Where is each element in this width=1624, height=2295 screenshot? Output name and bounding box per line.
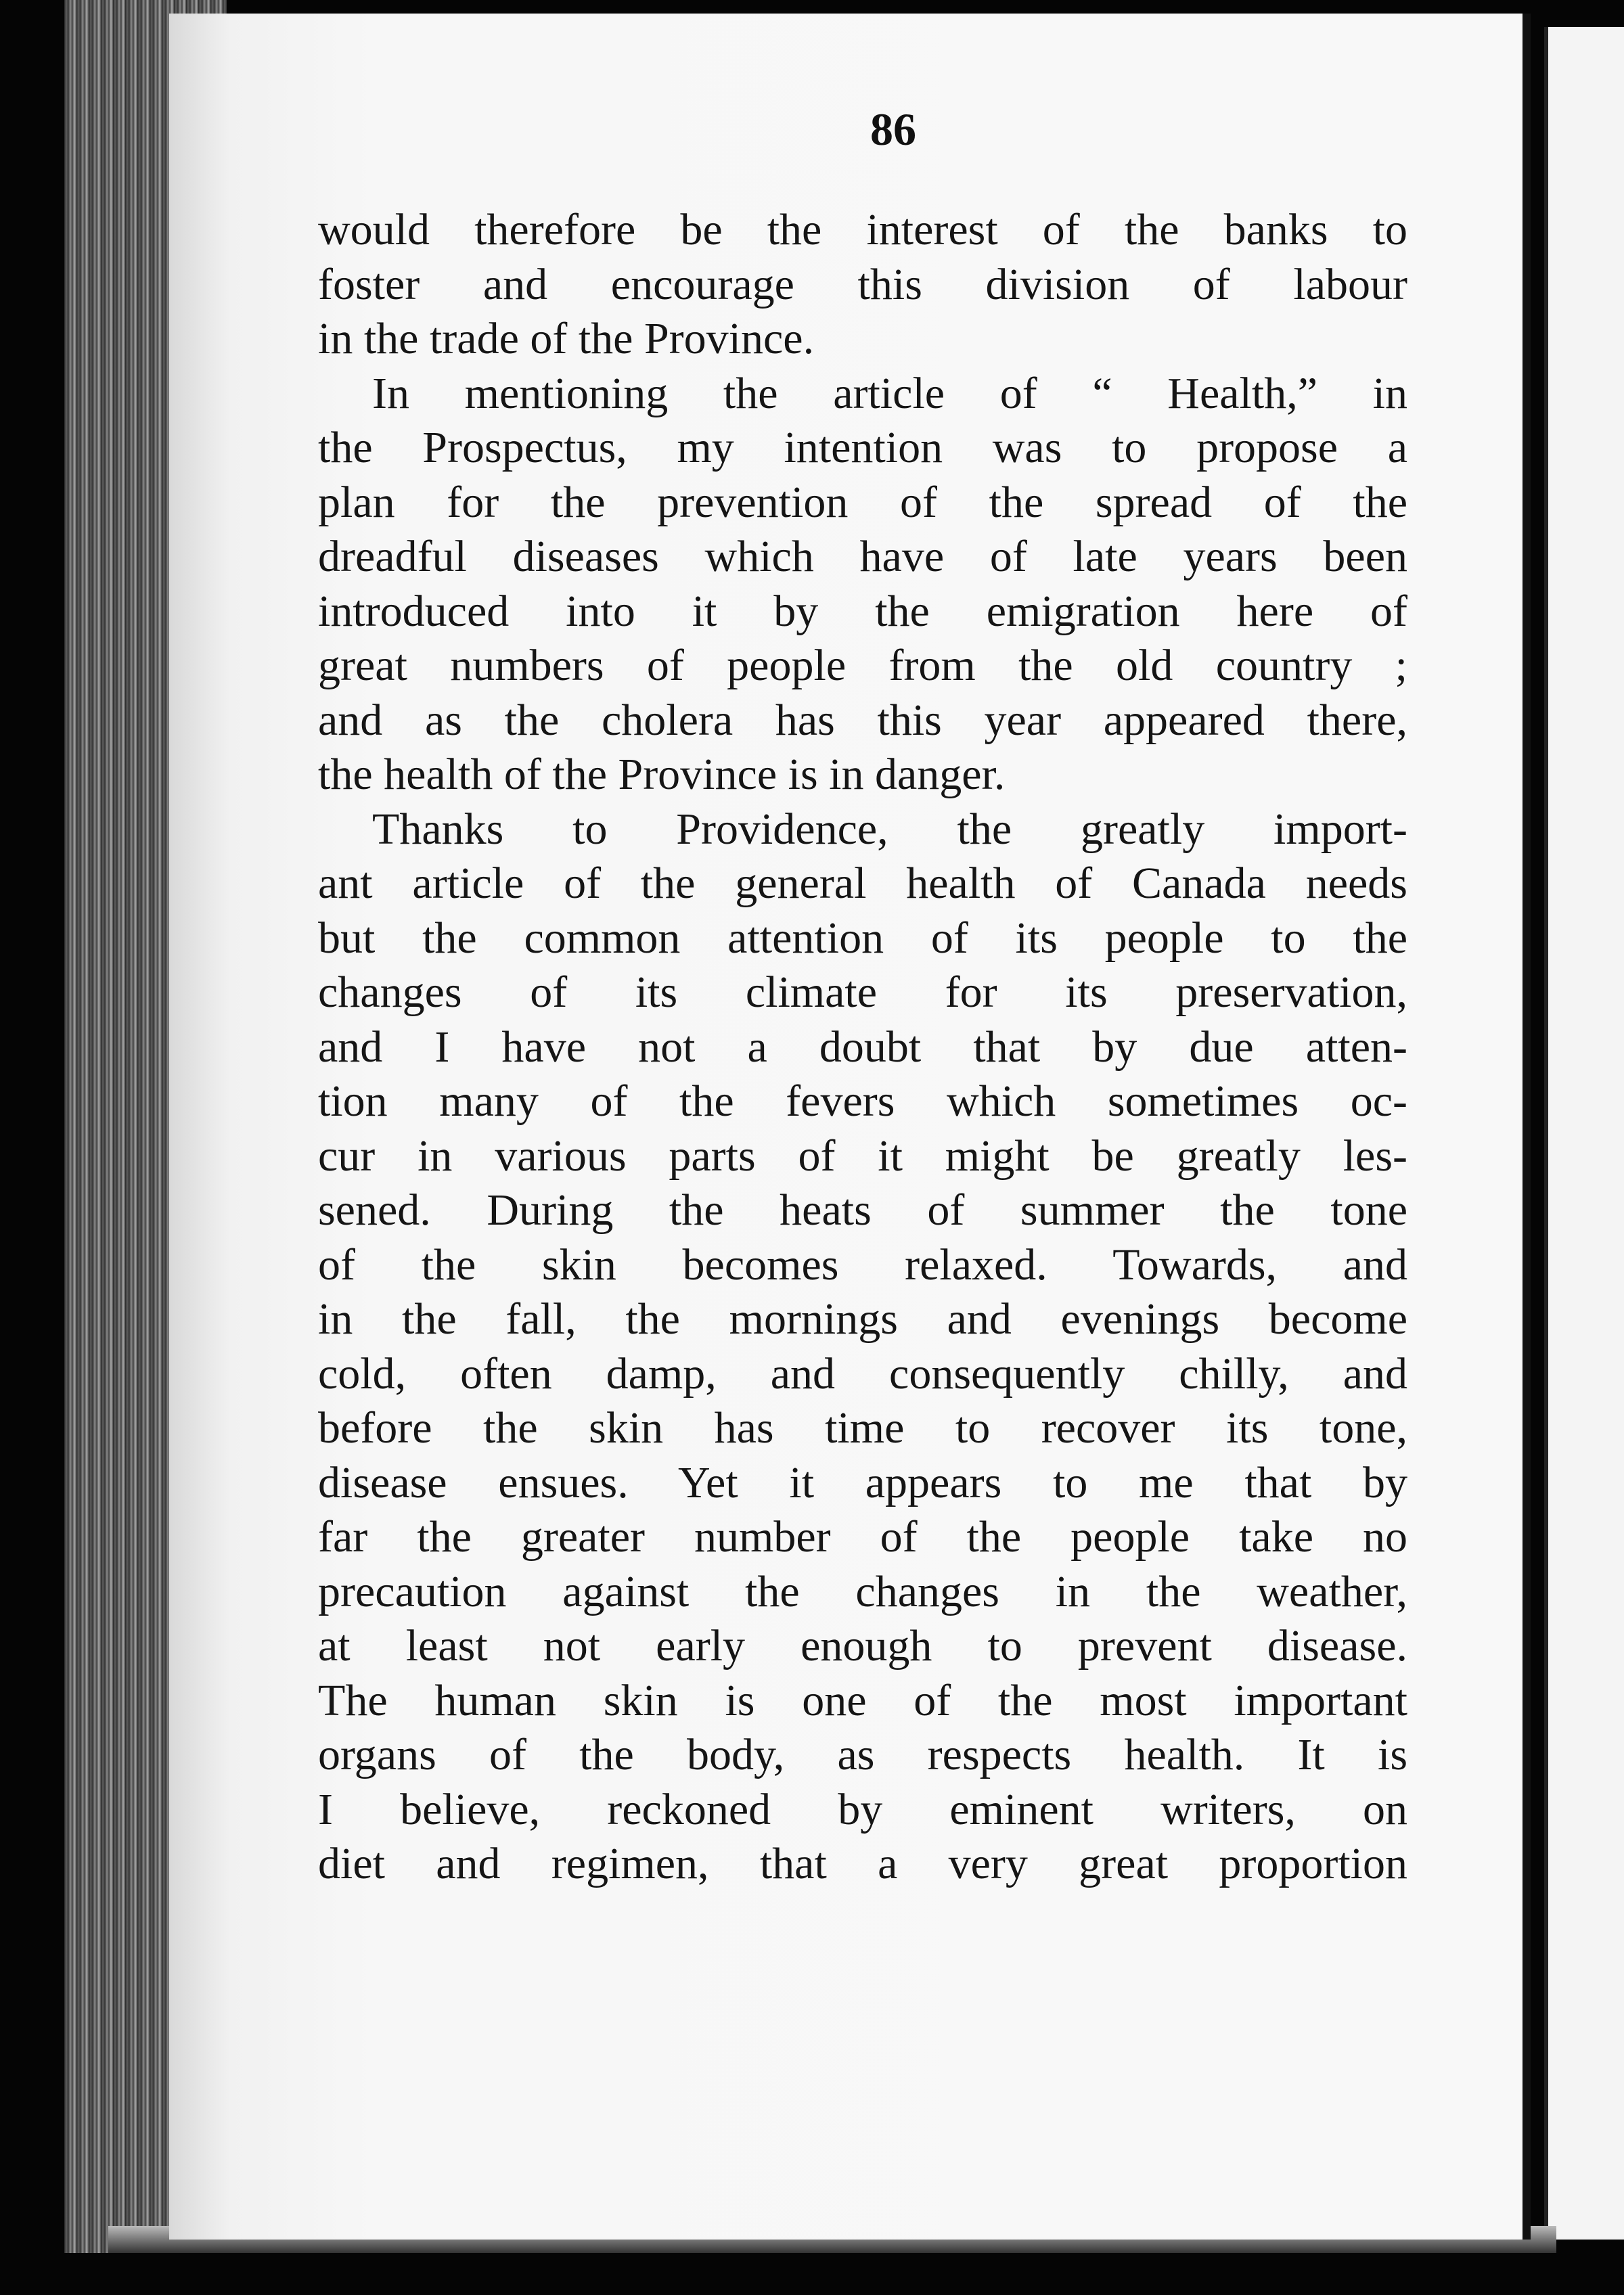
text-line: and as the cholera has this year appeared there, — [318, 695, 1407, 745]
text-line: Thanks to Providence, the greatly import- — [372, 804, 1407, 854]
text-line: would therefore be the interest of the banks to — [318, 205, 1407, 254]
text-line: ant article of the general health of Canada needs — [318, 859, 1407, 908]
text-line: cold, often damp, and consequently chilly, and — [318, 1348, 1407, 1399]
page-number: 86 — [870, 104, 916, 155]
text-line: the Prospectus, my intention was to propose a — [318, 423, 1407, 472]
text-line: dreadful diseases which have of late years been — [318, 532, 1407, 581]
paragraph-1 — [318, 203, 1407, 367]
text-line: The human skin is one of the most important — [318, 1675, 1407, 1725]
text-line: of the skin becomes relaxed. Towards, and — [318, 1240, 1407, 1290]
text-line: but the common attention of its people to the — [318, 913, 1407, 963]
body-text — [318, 203, 1407, 1892]
text-line: in the trade of the Province. — [318, 314, 815, 363]
text-line: disease ensues. Yet it appears to me that by — [318, 1457, 1407, 1507]
text-line: plan for the prevention of the spread of the — [318, 477, 1407, 527]
text-line: precaution against the changes in the weather, — [318, 1566, 1407, 1616]
text-line: in the fall, the mornings and evenings become — [318, 1294, 1407, 1344]
text-line: far the greater number of the people take no — [318, 1512, 1407, 1562]
text-line: at least not early enough to prevent disease. — [318, 1621, 1407, 1671]
text-line: diet and regimen, that a very great proportion — [318, 1839, 1407, 1888]
text-line: In mentioning the article of “ Health,” in — [372, 368, 1407, 418]
text-line: tion many of the fevers which sometimes oc- — [318, 1076, 1407, 1126]
text-line: I believe, reckoned by eminent writers, on — [318, 1784, 1407, 1834]
text-line: foster and encourage this division of labour — [318, 259, 1407, 309]
text-line: great numbers of people from the old country ; — [318, 641, 1407, 690]
text-line: the health of the Province is in danger. — [318, 750, 1006, 799]
adjacent-page-edge — [1544, 27, 1624, 2240]
text-line: organs of the body, as respects health. It is — [318, 1730, 1407, 1779]
text-line: sened. During the heats of summer the tone — [318, 1185, 1407, 1235]
text-line: before the skin has time to recover its tone, — [318, 1403, 1407, 1453]
text-line: and I have not a doubt that by due atten- — [318, 1022, 1407, 1072]
text-line: changes of its climate for its preservation, — [318, 968, 1407, 1017]
text-line: cur in various parts of it might be greatly les- — [318, 1131, 1407, 1181]
text-line: introduced into it by the emigration here of — [318, 586, 1407, 636]
paragraph-3 — [318, 802, 1407, 1892]
paragraph-2 — [318, 367, 1407, 802]
